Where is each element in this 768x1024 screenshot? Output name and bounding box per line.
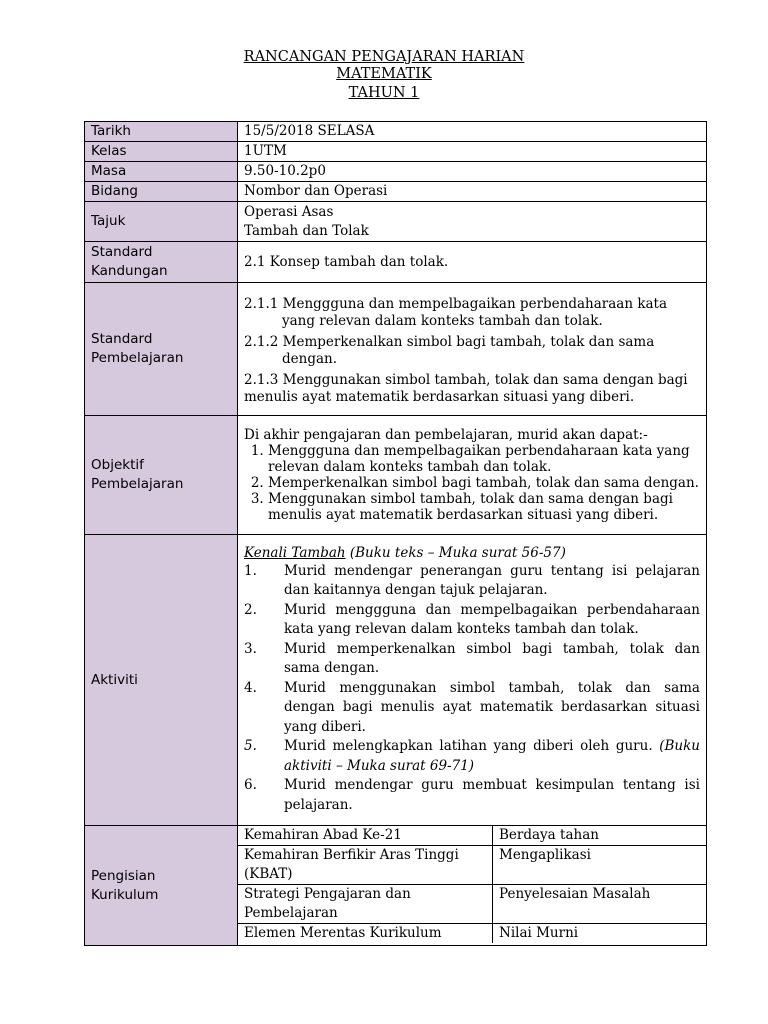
aktiviti-item-text: Murid memperkenalkan simbol bagi tambah, tolak dan sama dengan. (284, 640, 700, 677)
sp-item-1: 2.1.1 Menggguna dan mempelbagaikan perbendaharaan kata yang relevan dalam konteks tambah dan tolak. (244, 295, 668, 329)
sk-label-line-2: Kandungan (91, 263, 168, 279)
row-masa (85, 162, 707, 182)
pengisian-key: Strategi Pengajaran dan Pembelajaran (238, 885, 493, 924)
masa-label: Masa (85, 162, 238, 182)
row-kelas (85, 142, 707, 162)
aktiviti-heading-title: Kenali Tambah (244, 544, 346, 561)
masa-value: 9.50-10.2p0 (238, 162, 707, 182)
tajuk-value (238, 202, 707, 242)
pengisian-table (238, 826, 706, 943)
aktiviti-item-number: 3. (244, 640, 257, 657)
pengisian-row (238, 885, 706, 924)
aktiviti-item-5-text: Murid melengkapkan latihan yang diberi oleh guru. (284, 738, 660, 755)
pengisian-label-line-1: Pengisian (91, 867, 156, 884)
objektif-label (85, 416, 238, 535)
tarikh-value: 15/5/2018 SELASA (238, 122, 707, 142)
objektif-list (244, 443, 700, 523)
aktiviti-item-text: Murid mendengar guru membuat kesimpulan tentang isi pelajaran. (284, 777, 700, 813)
row-tarikh (85, 122, 707, 142)
kelas-label: Kelas (85, 142, 238, 162)
aktiviti-item-text: Murid menggguna dan mempelbagaikan perbendaharaan kata yang relevan dalam konteks tambah dan tolak. (284, 601, 700, 638)
aktiviti-item (244, 562, 700, 601)
aktiviti-value (238, 535, 707, 826)
standard-pembelajaran-value (238, 283, 707, 416)
pengisian-label-line-2: Kurikulum (91, 886, 159, 903)
row-tajuk (85, 202, 707, 242)
aktiviti-item (244, 640, 700, 679)
aktiviti-item (244, 776, 700, 815)
aktiviti-item-number: 5. (244, 738, 257, 755)
pengisian-key: Kemahiran Abad Ke-21 (238, 826, 493, 846)
row-objektif (85, 416, 707, 535)
tajuk-line-2: Tambah dan Tolak (244, 222, 369, 239)
aktiviti-item-number: 4. (244, 679, 257, 696)
document-title: RANCANGAN PENGAJARAN HARIAN (243, 49, 525, 65)
sp-item-2: 2.1.2 Memperkenalkan simbol bagi tambah, tolak dan sama dengan. (244, 333, 655, 367)
bidang-label: Bidang (85, 182, 238, 202)
objektif-label-line-1: Objektif (91, 457, 144, 473)
row-standard-pembelajaran (85, 283, 707, 416)
pengisian-row (238, 924, 706, 944)
aktiviti-item-5-ref: (Buku aktiviti – Muka surat 69-71) (284, 738, 700, 774)
aktiviti-heading-ref: (Buku teks – Muka surat 56-57) (345, 544, 566, 561)
aktiviti-label: Aktiviti (85, 535, 238, 826)
standard-kandungan-label (85, 242, 238, 283)
pengisian-val: Berdaya tahan (493, 826, 707, 846)
pengisian-kurikulum-value (238, 826, 707, 946)
subject-title: MATEMATIK (336, 66, 432, 82)
standard-pembelajaran-label (85, 283, 238, 416)
row-pengisian-kurikulum (85, 826, 707, 946)
kelas-value: 1UTM (238, 142, 707, 162)
standard-kandungan-value: 2.1 Konsep tambah dan tolak. (238, 242, 707, 283)
pengisian-val: Penyelesaian Masalah (493, 885, 707, 924)
sk-label-line-1: Standard (91, 244, 153, 260)
sp-item-3: 2.1.3 Menggunakan simbol tambah, tolak dan sama dengan bagi menulis ayat matematik berdasarkan situasi yang diberi. (244, 371, 688, 405)
row-bidang (85, 182, 707, 202)
objektif-value (238, 416, 707, 535)
pengisian-key: Elemen Merentas Kurikulum (238, 924, 493, 944)
row-aktiviti (85, 535, 707, 826)
aktiviti-item-text: Murid menggunakan simbol tambah, tolak dan sama dengan bagi menulis ayat matematik berdasarkan situasi yang diberi. (284, 679, 700, 735)
lesson-plan-table (84, 121, 707, 946)
objektif-intro: Di akhir pengajaran dan pembelajaran, murid akan dapat:- (244, 427, 648, 443)
sp-label-line-1: Standard (91, 331, 153, 347)
objektif-label-line-2: Pembelajaran (91, 476, 184, 492)
aktiviti-item-text: Murid mendengar penerangan guru tentang isi pelajaran dan kaitannya dengan tajuk pelajaran. (284, 562, 700, 599)
tarikh-label: Tarikh (85, 122, 238, 142)
tajuk-line-1: Operasi Asas (244, 203, 334, 220)
objektif-item: 1. Menggguna dan mempelbagaikan perbendaharaan kata yang relevan dalam konteks tambah dan tolak. (268, 443, 700, 475)
objektif-item: 2. Memperkenalkan simbol bagi tambah, tolak dan sama dengan. (268, 475, 700, 491)
pengisian-val: Mengaplikasi (493, 846, 707, 885)
bidang-value: Nombor dan Operasi (238, 182, 707, 202)
tajuk-label: Tajuk (85, 202, 238, 242)
pengisian-key: Kemahiran Berfikir Aras Tinggi (KBAT) (238, 846, 493, 885)
aktiviti-item (244, 737, 700, 776)
sp-label-line-2: Pembelajaran (91, 350, 184, 366)
pengisian-row (238, 846, 706, 885)
aktiviti-item (244, 679, 700, 738)
aktiviti-heading (244, 545, 700, 562)
objektif-item: 3. Menggunakan simbol tambah, tolak dan sama dengan bagi menulis ayat matematik berdasarkan situasi yang diberi. (268, 491, 700, 523)
year-title: TAHUN 1 (348, 85, 420, 101)
row-standard-kandungan (85, 242, 707, 283)
aktiviti-item-number: 1. (244, 562, 257, 579)
pengisian-row (238, 826, 706, 846)
aktiviti-item-number: 6. (244, 777, 257, 794)
pengisian-val: Nilai Murni (493, 924, 707, 944)
aktiviti-item (244, 601, 700, 640)
aktiviti-item-number: 2. (244, 601, 257, 618)
pengisian-kurikulum-label (85, 826, 238, 946)
aktiviti-item-text (284, 737, 700, 776)
